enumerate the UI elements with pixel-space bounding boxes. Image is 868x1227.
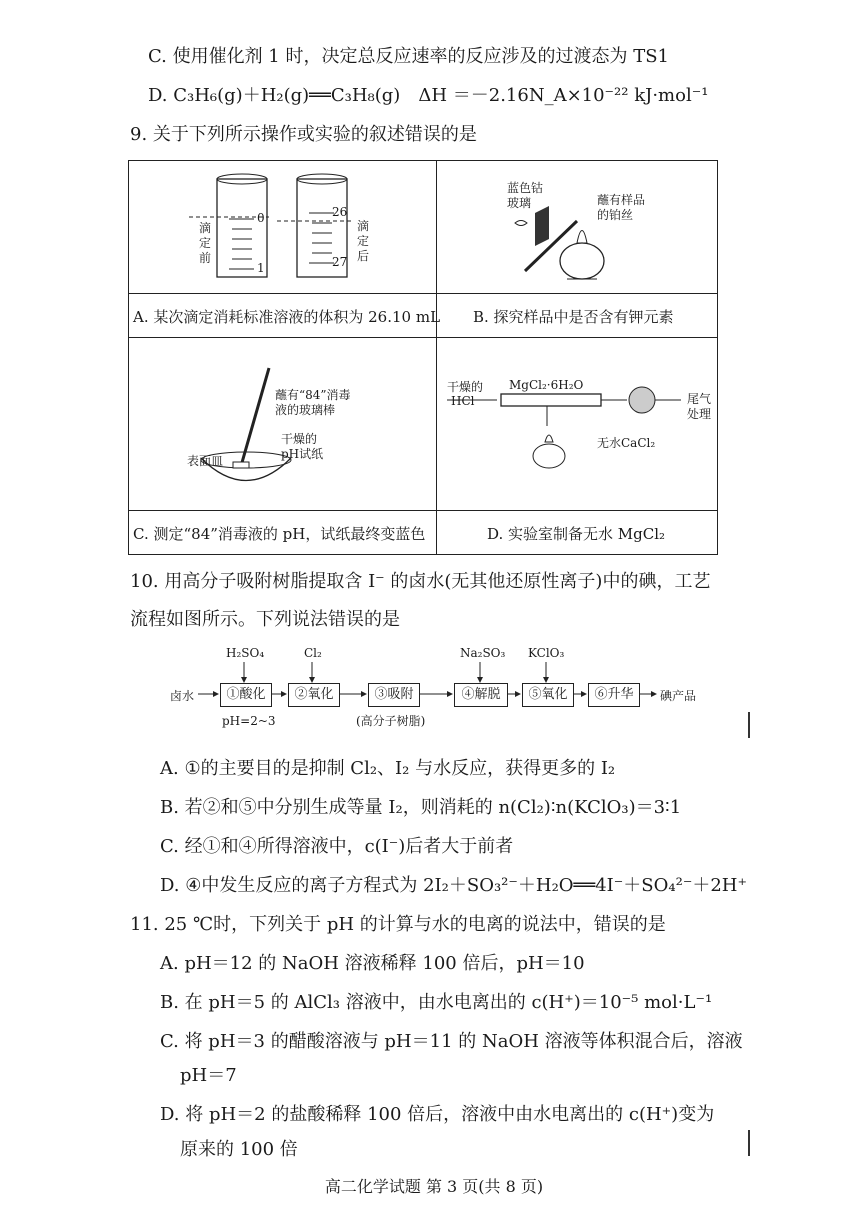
- caption-d-cell: [437, 511, 718, 555]
- flow-step-2: ②氧化: [288, 683, 340, 707]
- fig-a-cell: [129, 161, 437, 294]
- q11-stem: 11. 25 ℃时，下列关于 pH 的计算与水的电离的说法中，错误的是: [130, 914, 666, 935]
- page-footer: 高二化学试题 第 3 页(共 8 页): [324, 1177, 544, 1196]
- fig-b-cell: [437, 161, 718, 294]
- q10-option-c: C. 经①和④所得溶液中，c(I⁻)后者大于前者: [160, 836, 514, 857]
- flow-step-6: ⑥升华: [588, 683, 640, 707]
- paper-label-2: pH试纸: [281, 447, 324, 461]
- flow-step-3: ③吸附: [368, 683, 420, 707]
- reagent-cl2: Cl₂: [304, 646, 322, 660]
- mgcl2-apparatus-figure: [437, 338, 717, 511]
- fig-c-cell: [129, 338, 437, 511]
- tail-label-1: 尾气: [687, 392, 712, 406]
- after-label: 滴定后: [357, 219, 370, 263]
- q10-stem-2: 流程如图所示。下列说法错误的是: [130, 609, 400, 630]
- reagent-h2so4: H₂SO₄: [226, 646, 265, 660]
- flow-step-4: ④解脱: [454, 683, 508, 707]
- tail-label-2: 处理: [687, 407, 712, 421]
- flow-arrows: [0, 640, 868, 730]
- flow-start: 卤水: [170, 689, 195, 703]
- caption-c: C. 测定“84”消毒液的 pH，试纸最终变蓝色: [133, 525, 426, 543]
- process-flow: [0, 640, 868, 730]
- q10-option-a: A. ①的主要目的是抑制 Cl₂、I₂ 与水反应，获得更多的 I₂: [160, 758, 616, 779]
- rod-label-2: 液的玻璃棒: [275, 403, 336, 417]
- glass-label-2: 玻璃: [507, 196, 532, 210]
- caption-a-cell: [129, 294, 441, 338]
- flow-step-5: ⑤氧化: [522, 683, 574, 707]
- caption-b: B. 探究样品中是否含有钾元素: [473, 308, 674, 326]
- q11-option-d-1: D. 将 pH＝2 的盐酸稀释 100 倍后，溶液中由水电离出的 c(H⁺)变为: [160, 1104, 715, 1125]
- q10-option-d: D. ④中发生反应的离子方程式为 2I₂＋SO₃²⁻＋H₂O══4I⁻＋SO₄²⁻＋2H⁺: [160, 875, 747, 896]
- tick-26: 26: [332, 205, 348, 219]
- margin-mark-top: [748, 712, 750, 738]
- q11-option-b: B. 在 pH＝5 的 AlCl₃ 溶液中，由水电离出的 c(H⁺)＝10⁻⁵ mol·L⁻¹: [160, 992, 713, 1013]
- wire-label-2: 的铂丝: [597, 208, 634, 222]
- note-ph: pH=2~3: [222, 714, 276, 728]
- flow-step-1: ①酸化: [220, 683, 272, 707]
- tick-27: 27: [332, 255, 348, 269]
- q10-option-b: B. 若②和⑤中分别生成等量 I₂，则消耗的 n(Cl₂)∶n(KClO₃)＝3∶1: [160, 797, 682, 818]
- drier-label: 无水CaCl₂: [597, 436, 656, 450]
- caption-b-cell: [437, 294, 718, 338]
- flow-end: 碘产品: [660, 689, 697, 703]
- reagent-na2so3: Na₂SO₃: [460, 646, 506, 660]
- q9-figure-grid: [128, 160, 718, 555]
- wire-label-1: 蘸有样品: [597, 193, 646, 207]
- gas-in-label-1: 干燥的: [447, 380, 484, 394]
- q8-option-d: D. C₃H₆(g)＋H₂(g)══C₃H₈(g) ΔH ＝－2.16N_A×10⁻²² kJ·mol⁻¹: [148, 85, 709, 106]
- ph-test-figure: [129, 338, 436, 511]
- rod-label-1: 蘸有“84”消毒: [275, 388, 351, 402]
- reagent-kclo3: KClO₃: [528, 646, 565, 660]
- flame-test-figure: [437, 161, 717, 294]
- tick-0: 0: [257, 211, 265, 225]
- q10-stem-1: 10. 用高分子吸附树脂提取含 I⁻ 的卤水(无其他还原性离子)中的碘，工艺: [130, 571, 711, 592]
- q11-option-a: A. pH＝12 的 NaOH 溶液稀释 100 倍后，pH＝10: [160, 953, 585, 974]
- note-resin: (高分子树脂): [356, 714, 426, 728]
- glass-label-1: 蓝色钴: [507, 181, 544, 195]
- salt-label: MgCl₂·6H₂O: [509, 378, 584, 392]
- q11-option-c-1: C. 将 pH＝3 的醋酸溶液与 pH＝11 的 NaOH 溶液等体积混合后，溶液: [160, 1031, 743, 1052]
- tick-1: 1: [257, 261, 265, 275]
- burette-figure: [129, 161, 436, 294]
- gas-in-label-2: HCl: [451, 394, 475, 408]
- caption-a: A. 某次滴定消耗标准溶液的体积为 26.10 mL: [133, 308, 441, 326]
- paper-label-1: 干燥的: [281, 432, 318, 446]
- caption-c-cell: [129, 511, 437, 555]
- q8-option-c: C. 使用催化剂 1 时，决定总反应速率的反应涉及的过渡态为 TS1: [148, 46, 669, 67]
- q11-option-d-2: 原来的 100 倍: [180, 1139, 298, 1160]
- margin-mark-bottom: [748, 1130, 750, 1156]
- before-label: 滴定前: [199, 221, 212, 265]
- dish-label: 表面皿: [187, 454, 224, 468]
- q9-stem: 9. 关于下列所示操作或实验的叙述错误的是: [130, 124, 477, 145]
- fig-d-cell: [437, 338, 718, 511]
- caption-d: D. 实验室制备无水 MgCl₂: [487, 525, 666, 543]
- q11-option-c-2: pH＝7: [180, 1065, 237, 1086]
